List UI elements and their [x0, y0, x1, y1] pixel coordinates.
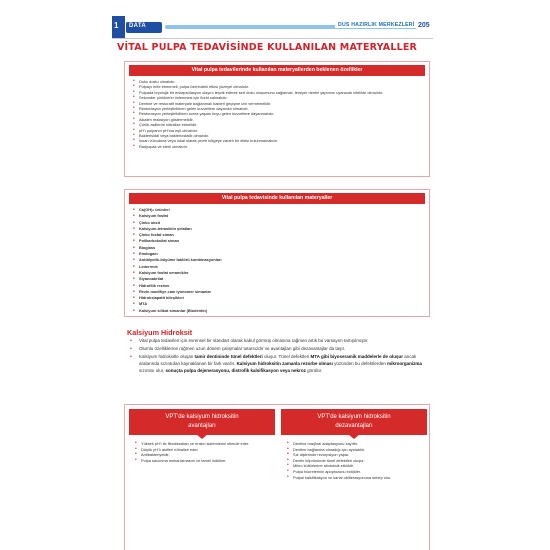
material-item: • MTA [139, 301, 423, 307]
disadvantage-item: • Pulpal kalsifikasyon ve kanal obliterasyonuna sebep olur. [293, 475, 423, 480]
section-heading: Kalsiyum Hidroksit [127, 328, 193, 337]
disadvantages-heading: VPT'de kalsiyum hidroksitin dezavantajları [281, 409, 427, 435]
property-item: • Alkalen reaksiyon göstermelidir. [139, 117, 423, 122]
logo-text: DATA [129, 23, 146, 29]
page-number: 205 [418, 22, 430, 29]
property-item: • pH'ı pulpanın pH'ına eşit olmalıdır. [139, 128, 423, 133]
advantages-arrow [196, 434, 208, 439]
material-item: • Kalsiyum silikat simanlar (Biodentin) [139, 308, 423, 314]
paragraph-item: • Olumlu özelliklerine rağmen uzun dönem çalışmalar tutarsızdır ve avantajları gibi dezavantajlar da taşır. [130, 346, 430, 353]
property-item: • Radyopak ve steril olmalıdır. [139, 144, 423, 149]
disadvantages-column [281, 441, 427, 480]
material-item: • Kalsiyum fosfat [139, 213, 423, 219]
disadvantage-item: • Dentin köprüsünde tünel defektleri oluşur. [293, 458, 423, 463]
material-item: • Çinko fosfat siman [139, 232, 423, 238]
material-item: • Siyanoakrilat [139, 276, 423, 282]
advantage-item: • Yüksek pH'ı ile fibroblastları ve ensim sistemlerini stimule eder. [141, 441, 271, 446]
material-item: • Polikarboksilat siman [139, 238, 423, 244]
disadvantage-item: • Sık dişlerinde rezorpsiyon yapar. [293, 452, 423, 457]
property-item: • Pulpayı irrite etmemeli, pulpa üzerindeki etkisi yüzeyel olmalıdır. [139, 84, 423, 89]
advantages-column [129, 441, 275, 463]
material-item: • Kalsiyum-tetrasiklin şelatları [139, 226, 423, 232]
materials-list [125, 206, 429, 314]
property-item: • Bakterisidal veya bakteriostatik olmalıdır. [139, 133, 423, 138]
disadvantage-item: • Pulpa hücrelerinin apoptozunu indükler. [293, 469, 423, 474]
advantage-item: • Pulpa savunma mekanizmasını ve tamiri indükler. [141, 458, 271, 463]
page-title: VİTAL PULPA TEDAVİSİNDE KULLANILAN MATERYALLER [117, 42, 418, 53]
properties-box-heading: Vital pulpa tedavilerinde kullanılan materyallerden beklenen özellikler [129, 65, 425, 76]
property-item: • İnsan vücuduna veya lokal olarak çevre bölgeye zararlı bir etkisi bulunmamalıdır. [139, 138, 423, 143]
material-item: • Rezin modifiye cam iyonomer simanlar [139, 289, 423, 295]
property-item: • Restorasyon yerleştirilirken gelen kuvvetlere dayanıklı olmalıdır. [139, 106, 423, 111]
properties-list [125, 78, 429, 149]
material-item: • Çinko oksit [139, 220, 423, 226]
property-item: • Sekonder çürüklerin önlenmesi için florid salmalıdır. [139, 95, 423, 100]
disadvantages-list [281, 441, 427, 480]
property-item: • Pulpada bryolojik bir enkapsülasyon olayını teşvik ederek sert doku oluşumunu sağlamalı, tersiyer dentin yapımını uyaracak nitelikte olmalıdır. [139, 90, 423, 95]
header-divider [112, 38, 433, 39]
disadvantage-item: • Mikro kültürlerine sitotoksik etkilidir. [293, 463, 423, 468]
section-paragraphs [130, 338, 430, 376]
material-item: • Emdogain [139, 251, 423, 257]
advantage-item: • Düşük pH'lı asitleri nötralize eder. [141, 447, 271, 452]
paragraph-item: • Vital pulpa tedavileri için evrensel bir standart olarak kabul görmüş olmasına rağmen artık bu varsayım tartışılmıştır. [130, 338, 430, 345]
material-item: • Bioglass [139, 245, 423, 251]
material-item: • Hidroksiapatit bileşikleri [139, 295, 423, 301]
publisher-logo: 1 DATA [112, 16, 162, 38]
disadvantage-item: • Dentine marjinal adaptasyonu zayıftır. [293, 441, 423, 446]
advantages-heading: VPT'de kalsiyum hidroksitin avantajları [129, 409, 275, 435]
running-header: DUS HAZIRLIK MERKEZLERİ [335, 22, 417, 28]
material-item: • Ca(OH)₂ ürünleri [139, 207, 423, 213]
material-item: • Antibiyotik-büyüme faktörü kombinasyonları [139, 257, 423, 263]
disadvantage-item: • Dentine bağlanma olmadığı için ayrılabilir. [293, 447, 423, 452]
advantage-item: • Antibakteriyeldir. [141, 452, 271, 457]
property-item: • Restorasyon yerleştirildikten sonra yaşam boyu gelen kuvvetlere dayanmalıdır. [139, 111, 423, 116]
disadvantages-arrow [348, 434, 360, 439]
material-item: • Kalsiyum fosfat seramikler [139, 270, 423, 276]
material-item: • Hidrofilik reziner [139, 283, 423, 289]
property-item: • Çürük asitlerini nötralize etmelidir. [139, 122, 423, 127]
paragraph-item: • Kalsiyum hidroksitle oluşan tamir dentininde tünel defektleri oluşur. Tünel defektleri MTA gibi biyoseramik maddelerle de oluşur ancak aralarında sızıntıdan kaynaklanan bir fark vardır. Kalsiyum hidroksitin zamanla rezorbe olması yüzünden bu defektlerden mikroorganizma sızıntısı olur, sonuçta pulpa dejenerasyonu, distrofik kalsifikasyon veya nekroz görülür. [130, 354, 430, 374]
properties-box [124, 61, 430, 177]
materials-box [124, 189, 430, 317]
advantages-list [129, 441, 275, 463]
materials-box-heading: Vital pulpa tedavisinde kullanılan materyaller [129, 193, 425, 204]
property-item: • Dentine ve restoratif materyale bağlanmalı bakteri geçişine izin vermemelidir. [139, 101, 423, 106]
material-item: • Lederrmix [139, 264, 423, 270]
vpt-comparison-box [124, 404, 430, 550]
property-item: • Doku dostu olmalıdır. [139, 79, 423, 84]
